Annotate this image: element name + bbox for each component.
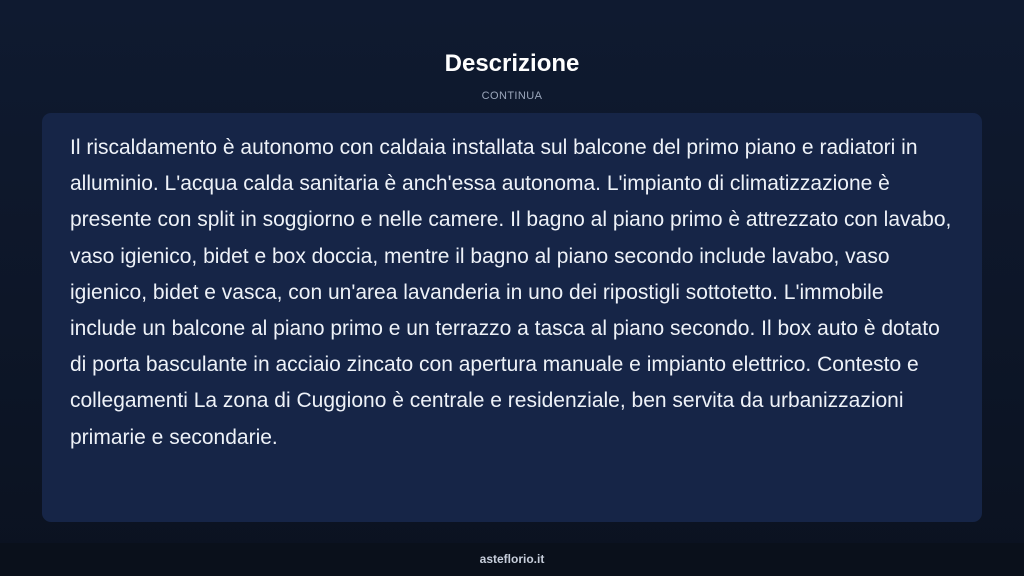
header xyxy=(0,48,1024,103)
description-card xyxy=(42,113,982,522)
page-title: Descrizione xyxy=(444,50,580,77)
footer xyxy=(0,543,1024,576)
page-subtitle: CONTINUA xyxy=(481,90,543,102)
footer-brand: asteflorio.it xyxy=(479,552,545,566)
description-text: Il riscaldamento è autonomo con caldaia installata sul balcone del primo piano e radiatori in alluminio. L'acqua calda sanitaria è anch'essa autonoma. L'impianto di climatizzazione è presente con split in soggiorno e nelle camere. Il bagno al piano primo è attrezzato con lavabo, vaso igienico, bidet e box doccia, mentre il bagno al piano secondo include lavabo, vaso igienico, bidet e vasca, con un'area lavanderia in uno dei ripostigli sottotetto. L'immobile include un balcone al piano primo e un terrazzo a tasca al piano secondo. Il box auto è dotato di porta basculante in acciaio zincato con apertura manuale e impianto elettrico. Contesto e collegamenti La zona di Cuggiono è centrale e residenziale, ben servita da urbanizzazioni primarie e secondarie. xyxy=(70,136,952,449)
